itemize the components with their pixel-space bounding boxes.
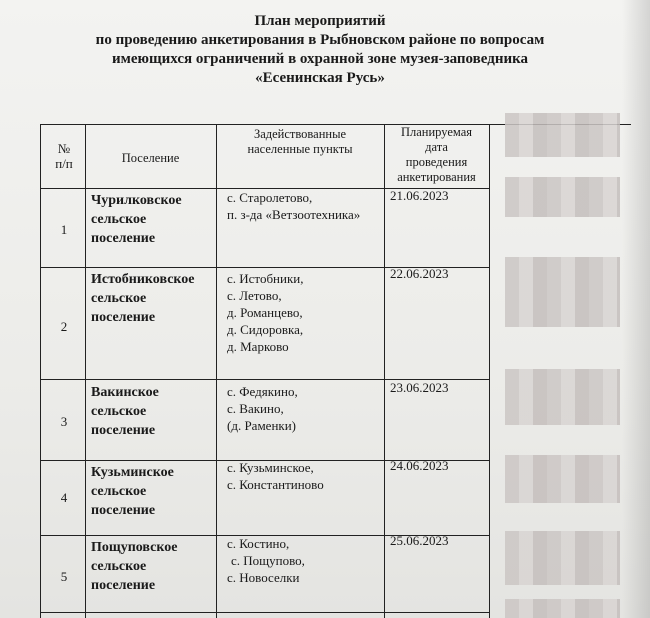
settlement-points <box>227 535 305 586</box>
settlement-points <box>227 459 324 493</box>
header-text: п/п <box>55 156 73 171</box>
settlement-points <box>227 383 298 434</box>
point-line: д. Сидоровка, <box>227 322 304 337</box>
point-line: с. Истобники, <box>227 271 304 286</box>
header-text: дата <box>425 140 448 154</box>
survey-date: 22.06.2023 <box>390 266 449 281</box>
redacted-area <box>505 455 620 503</box>
settlement-name <box>91 538 177 595</box>
point-line: с. Федякино, <box>227 384 298 399</box>
header-text: Планируемая <box>400 125 473 139</box>
document-title <box>40 12 600 88</box>
survey-date: 23.06.2023 <box>390 380 449 395</box>
point-line: д. Романцево, <box>227 305 303 320</box>
title-line: по проведению анкетирования в Рыбновском районе по вопросам <box>95 32 545 48</box>
table-divider <box>41 612 489 613</box>
point-line: с. Вакино, <box>227 401 284 416</box>
survey-date: 21.06.2023 <box>390 188 449 203</box>
settlement-line: поселение <box>91 503 156 518</box>
settlement-line: сельское <box>91 484 147 499</box>
redacted-area <box>505 369 620 425</box>
settlement-line: Истобниковское <box>91 272 195 287</box>
header-points <box>216 127 384 157</box>
redacted-area <box>505 257 620 327</box>
settlement-line: поселение <box>91 423 156 438</box>
header-settlement: Поселение <box>121 151 180 165</box>
settlement-line: Пощуповское <box>91 540 178 555</box>
point-line: с. Костино, <box>227 536 290 551</box>
settlement-line: поселение <box>91 231 156 246</box>
settlement-points <box>227 189 360 223</box>
point-line: с. Старолетово, <box>227 190 313 205</box>
header-text: № <box>57 141 71 156</box>
title-line: «Есенинская Русь» <box>255 70 385 86</box>
row-number: 1 <box>60 222 68 237</box>
settlement-name <box>91 191 182 248</box>
header-text: Задействованные <box>253 127 347 141</box>
redacted-area <box>505 113 620 157</box>
point-line: п. з-да «Ветзоотехника» <box>227 207 361 222</box>
header-text: населенные пункты <box>247 142 353 156</box>
header-date <box>384 125 489 185</box>
table-divider <box>384 125 385 618</box>
point-line: с. Летово, <box>227 288 282 303</box>
redacted-area <box>505 531 620 585</box>
point-line: с. Кузьминское, <box>227 460 314 475</box>
settlement-points <box>227 270 304 355</box>
schedule-table <box>40 124 631 618</box>
survey-date: 25.06.2023 <box>390 533 449 548</box>
point-line: (д. Раменки) <box>227 418 296 433</box>
point-line: д. Марково <box>227 339 289 354</box>
settlement-line: Кузьминское <box>91 465 174 480</box>
redacted-area <box>505 599 620 618</box>
point-line: с. Новоселки <box>227 570 300 585</box>
row-number: 4 <box>60 490 68 505</box>
settlement-name <box>91 270 195 327</box>
header-text: анкетирования <box>397 170 476 184</box>
settlement-line: Чурилковское <box>91 193 182 208</box>
settlement-name <box>91 383 159 440</box>
settlement-line: поселение <box>91 310 156 325</box>
point-line: с. Пощупово, <box>231 553 305 568</box>
settlement-name <box>91 463 174 520</box>
settlement-line: сельское <box>91 291 147 306</box>
settlement-line: сельское <box>91 404 147 419</box>
table-divider <box>216 125 217 618</box>
table-divider <box>85 125 86 618</box>
row-number: 2 <box>60 319 68 334</box>
title-line: План мероприятий <box>254 13 386 29</box>
point-line: с. Константиново <box>227 477 324 492</box>
settlement-line: сельское <box>91 212 147 227</box>
settlement-line: сельское <box>91 559 147 574</box>
settlement-line: поселение <box>91 578 156 593</box>
survey-date: 24.06.2023 <box>390 458 449 473</box>
row-number: 5 <box>60 569 68 584</box>
title-line: имеющихся ограничений в охранной зоне музея-заповедника <box>111 51 529 67</box>
header-number <box>41 141 87 171</box>
row-number: 3 <box>60 414 68 429</box>
table-divider <box>489 125 490 618</box>
redacted-area <box>505 177 620 217</box>
header-text: проведения <box>405 155 468 169</box>
settlement-line: Вакинское <box>91 385 159 400</box>
